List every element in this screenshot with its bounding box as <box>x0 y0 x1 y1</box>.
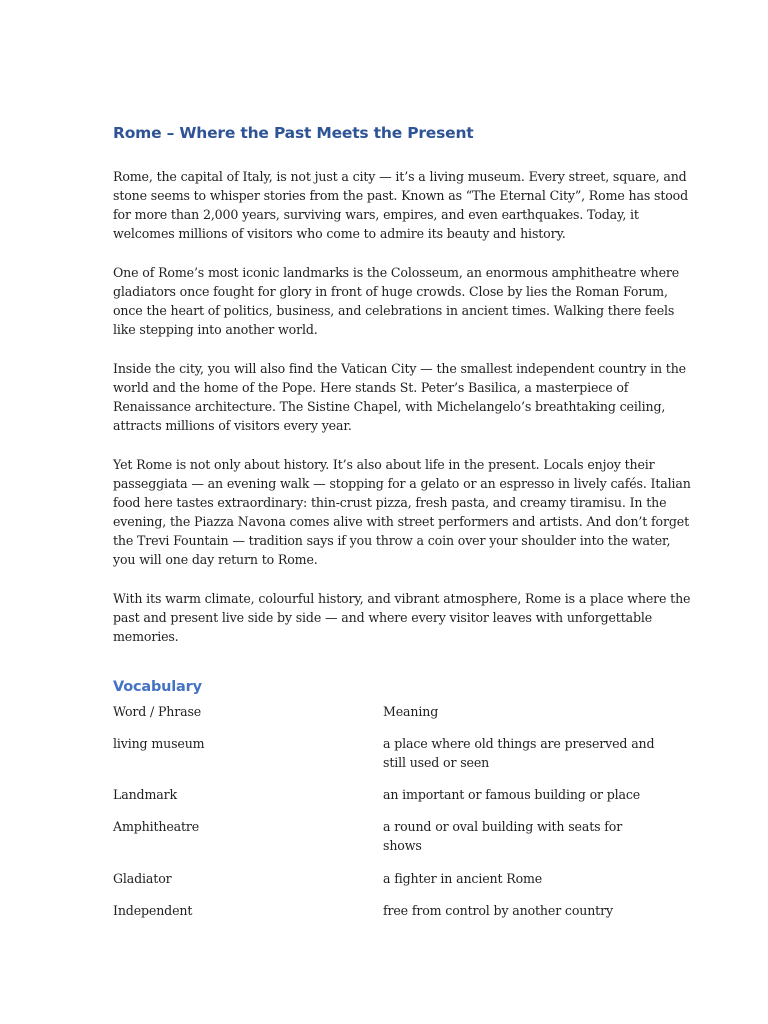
text-line: past and present live side by side — and where every visitor leaves with unforgettable <box>113 610 653 626</box>
vocabulary-heading: Vocabulary <box>113 679 202 695</box>
text-line: you will one day return to Rome. <box>113 552 318 568</box>
vocabulary-meaning <box>383 901 658 920</box>
meaning-line: an important or famous building or place <box>383 787 641 802</box>
meaning-line: still used or seen <box>383 755 490 771</box>
text-line: welcomes millions of visitors who come to admire its beauty and history. <box>113 226 566 242</box>
meaning-line: a place where old things are preserved and <box>383 736 655 751</box>
paragraph-present <box>113 455 691 570</box>
column-header-word: Word / Phrase <box>113 704 202 719</box>
text-line: attracts millions of visitors every year. <box>113 418 352 434</box>
vocabulary-meaning <box>383 817 658 855</box>
vocabulary-meaning <box>383 869 658 888</box>
vocabulary-word: living museum <box>113 736 205 751</box>
column-header-meaning: Meaning <box>383 704 439 719</box>
text-line: With its warm climate, colourful history, and vibrant atmosphere, Rome is a place where the <box>113 591 691 606</box>
text-line: the Trevi Fountain — tradition says if you throw a coin over your shoulder into the water, <box>113 533 671 549</box>
vocabulary-word: Independent <box>113 903 193 918</box>
meaning-line: shows <box>383 838 422 854</box>
text-line: Renaissance architecture. The Sistine Chapel, with Michelangelo’s breathtaking ceiling, <box>113 399 666 415</box>
meaning-line: free from control by another country <box>383 903 613 918</box>
text-line: world and the home of the Pope. Here stands St. Peter’s Basilica, a masterpiece of <box>113 380 629 396</box>
text-line: like stepping into another world. <box>113 322 318 338</box>
vocabulary-meaning <box>383 734 658 772</box>
paragraph-vatican <box>113 359 686 435</box>
paragraph-conclusion <box>113 589 691 646</box>
text-line: once the heart of politics, business, and celebrations in ancient times. Walking there feels <box>113 303 675 319</box>
vocabulary-word: Gladiator <box>113 871 172 886</box>
text-line: food here tastes extraordinary: thin-crust pizza, fresh pasta, and creamy tiramisu. In the <box>113 495 667 511</box>
text-line: Inside the city, you will also find the Vatican City — the smallest independent country in the <box>113 361 686 376</box>
paragraph-landmarks <box>113 263 680 339</box>
text-line: One of Rome’s most iconic landmarks is the Colosseum, an enormous amphitheatre where <box>113 265 680 280</box>
text-line: gladiators once fought for glory in front of huge crowds. Close by lies the Roman Forum, <box>113 284 668 300</box>
meaning-line: a round or oval building with seats for <box>383 819 623 834</box>
text-line: Rome, the capital of Italy, is not just a city — it’s a living museum. Every street, square, and <box>113 169 687 184</box>
vocabulary-meaning <box>383 785 658 804</box>
text-line: passeggiata — an evening walk — stopping for a gelato or an espresso in lively cafés. Italian <box>113 476 691 492</box>
text-line: Yet Rome is not only about history. It’s also about life in the present. Locals enjoy their <box>113 457 655 472</box>
vocabulary-word: Landmark <box>113 787 177 802</box>
text-line: evening, the Piazza Navona comes alive with street performers and artists. And don’t forget <box>113 514 689 530</box>
vocabulary-word: Amphitheatre <box>113 819 200 834</box>
text-line: stone seems to whisper stories from the past. Known as “The Eternal City”, Rome has stood <box>113 188 689 204</box>
document-title: Rome – Where the Past Meets the Present <box>113 124 474 142</box>
paragraph-intro <box>113 167 689 243</box>
text-line: for more than 2,000 years, surviving wars, empires, and even earthquakes. Today, it <box>113 207 639 223</box>
text-line: memories. <box>113 629 179 645</box>
meaning-line: a fighter in ancient Rome <box>383 871 543 886</box>
